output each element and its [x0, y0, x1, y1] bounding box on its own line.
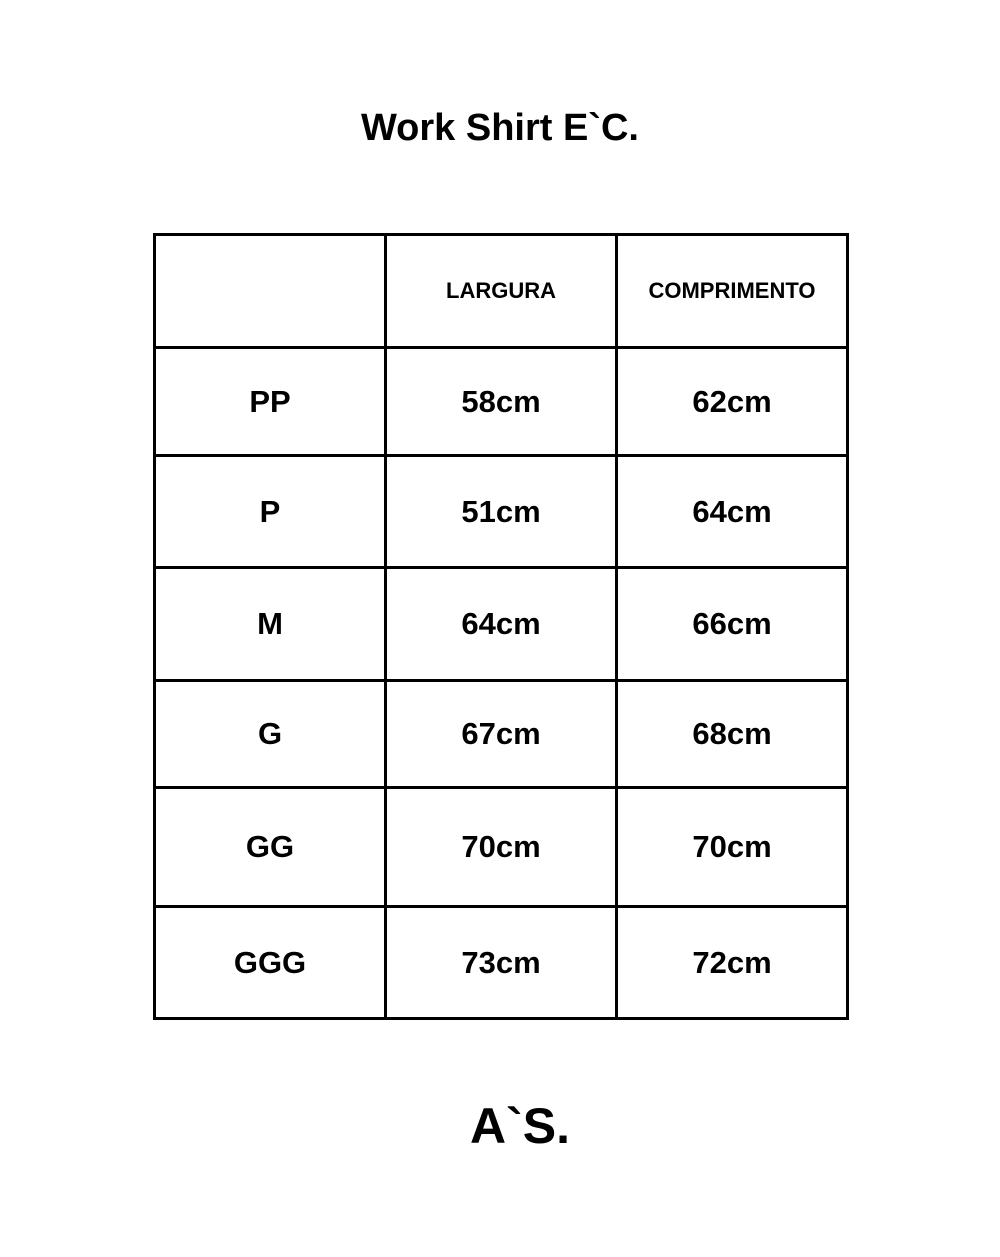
table-row	[155, 681, 848, 788]
size-cell: M	[155, 568, 386, 681]
size-cell: GG	[155, 788, 386, 907]
largura-cell: 73cm	[386, 907, 617, 1019]
size-chart-table	[153, 233, 849, 1020]
table-row	[155, 568, 848, 681]
largura-cell: 64cm	[386, 568, 617, 681]
comprimento-cell: 64cm	[617, 456, 848, 568]
brand-mark: A`S.	[470, 1098, 570, 1154]
comprimento-cell: 62cm	[617, 348, 848, 456]
size-cell: G	[155, 681, 386, 788]
table-row	[155, 907, 848, 1019]
table-row	[155, 456, 848, 568]
largura-cell: 51cm	[386, 456, 617, 568]
comprimento-cell: 66cm	[617, 568, 848, 681]
comprimento-cell: 68cm	[617, 681, 848, 788]
largura-cell: 58cm	[386, 348, 617, 456]
size-cell: P	[155, 456, 386, 568]
header-comprimento: COMPRIMENTO	[617, 235, 848, 348]
size-cell: PP	[155, 348, 386, 456]
comprimento-cell: 70cm	[617, 788, 848, 907]
comprimento-cell: 72cm	[617, 907, 848, 1019]
page-title: Work Shirt E`C.	[361, 107, 639, 149]
table-row	[155, 788, 848, 907]
table-row	[155, 348, 848, 456]
largura-cell: 70cm	[386, 788, 617, 907]
header-empty-cell	[155, 235, 386, 348]
size-cell: GGG	[155, 907, 386, 1019]
header-largura: LARGURA	[386, 235, 617, 348]
table-header-row	[155, 235, 848, 348]
largura-cell: 67cm	[386, 681, 617, 788]
